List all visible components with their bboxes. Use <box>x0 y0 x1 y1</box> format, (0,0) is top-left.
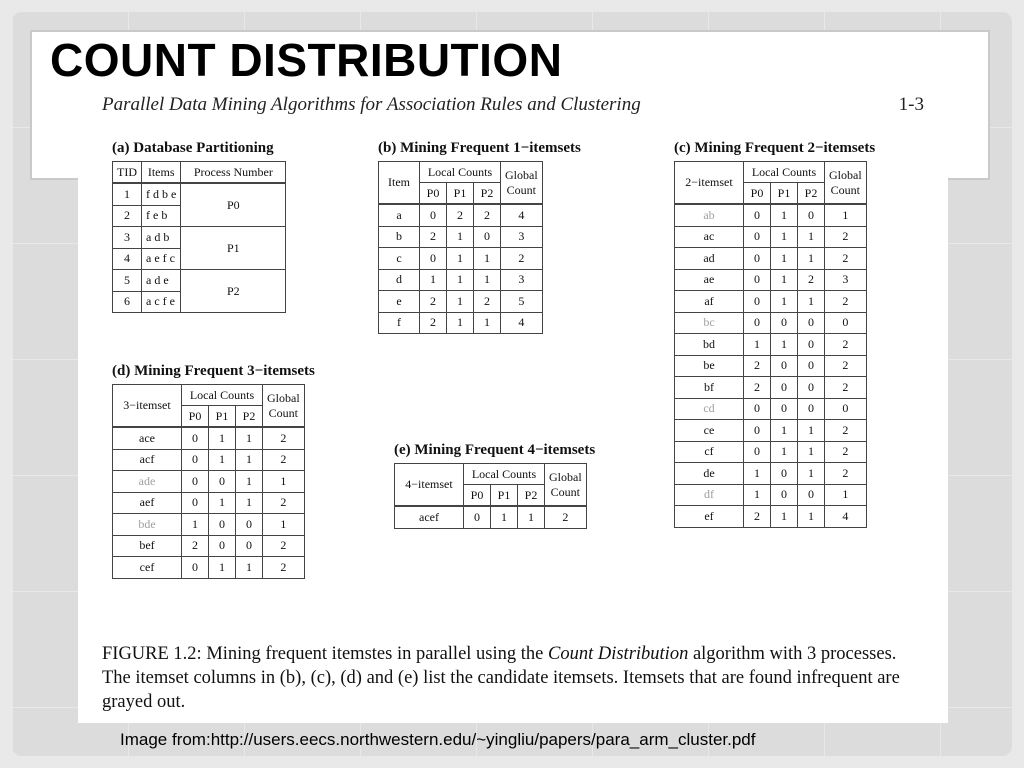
p0-header: P0 <box>744 183 771 205</box>
p0-count-cell: 1 <box>744 334 771 356</box>
p0-count-cell: 0 <box>744 441 771 463</box>
p1-count-cell: 1 <box>447 248 474 270</box>
table-row <box>675 334 867 356</box>
p0-count-cell: 1 <box>182 514 209 536</box>
global-count-cell: 2 <box>545 506 587 528</box>
slide-title: COUNT DISTRIBUTION <box>50 34 563 86</box>
p2-count-cell: 2 <box>474 291 501 313</box>
p0-count-cell: 0 <box>182 492 209 514</box>
panel-title: (e) Mining Frequent 4−itemsets <box>394 442 596 458</box>
items-cell: a e f c <box>142 248 181 270</box>
table-row <box>675 420 867 442</box>
table-row <box>379 291 543 313</box>
panel-title: (d) Mining Frequent 3−itemsets <box>112 363 315 379</box>
itemset-cell: de <box>675 463 744 485</box>
p0-count-cell: 0 <box>744 420 771 442</box>
p0-count-cell: 1 <box>744 484 771 506</box>
column-header: Process Number <box>181 162 286 184</box>
paper-figure <box>78 90 948 723</box>
itemset-cell: af <box>675 291 744 313</box>
global-count-cell: 2 <box>825 355 867 377</box>
p1-count-cell: 1 <box>771 204 798 226</box>
itemset-cell: bde <box>113 514 182 536</box>
p2-count-cell: 0 <box>798 355 825 377</box>
p2-count-cell: 2 <box>474 204 501 226</box>
p1-count-cell: 0 <box>209 514 236 536</box>
local-counts-header: Local Counts <box>744 162 825 183</box>
p0-count-cell: 0 <box>182 471 209 493</box>
table-row <box>113 270 286 292</box>
p2-count-cell: 1 <box>798 291 825 313</box>
panel-frequent-2-itemsets <box>674 140 875 528</box>
p0-count-cell: 2 <box>744 355 771 377</box>
p1-count-cell: 0 <box>771 463 798 485</box>
p0-count-cell: 2 <box>420 226 447 248</box>
p2-count-cell: 0 <box>798 312 825 334</box>
table-row <box>113 557 305 579</box>
itemset-cell: df <box>675 484 744 506</box>
global-count-cell: 2 <box>825 248 867 270</box>
table-row <box>113 471 305 493</box>
column-header: Items <box>142 162 181 184</box>
itemset-cell: cd <box>675 398 744 420</box>
table-row <box>113 427 305 449</box>
p1-count-cell: 1 <box>771 441 798 463</box>
caption-text: FIGURE 1.2: Mining frequent itemstes in parallel using the <box>102 644 548 664</box>
global-count-cell: 5 <box>501 291 543 313</box>
itemset-cell: e <box>379 291 420 313</box>
table-row <box>675 204 867 226</box>
table-row <box>675 441 867 463</box>
tid-cell: 4 <box>113 248 142 270</box>
key-header: 2−itemset <box>675 162 744 205</box>
itemset-cell: bc <box>675 312 744 334</box>
panel-frequent-3-itemsets <box>112 363 315 579</box>
p0-header: P0 <box>464 485 491 507</box>
global-count-cell: 1 <box>263 471 305 493</box>
items-cell: f d b e <box>142 183 181 205</box>
caption-emphasis: Count Distribution <box>548 644 689 664</box>
p1-header: P1 <box>771 183 798 205</box>
tid-cell: 2 <box>113 205 142 227</box>
items-cell: a d b <box>142 227 181 249</box>
itemset-cell: ce <box>675 420 744 442</box>
global-count-cell: 3 <box>825 269 867 291</box>
p2-count-cell: 1 <box>474 269 501 291</box>
p2-count-cell: 1 <box>798 420 825 442</box>
local-counts-header: Local Counts <box>420 162 501 183</box>
itemset-table <box>394 463 587 529</box>
p1-count-cell: 0 <box>771 484 798 506</box>
table-row <box>113 514 305 536</box>
table-row <box>675 248 867 270</box>
itemset-cell: be <box>675 355 744 377</box>
p1-count-cell: 1 <box>209 449 236 471</box>
p1-count-cell: 1 <box>771 269 798 291</box>
global-count-cell: 2 <box>825 441 867 463</box>
global-count-cell: 1 <box>825 204 867 226</box>
tid-cell: 6 <box>113 291 142 313</box>
table-row <box>675 355 867 377</box>
p2-count-cell: 2 <box>798 269 825 291</box>
table-row <box>675 291 867 313</box>
p1-header: P1 <box>209 406 236 428</box>
itemset-cell: f <box>379 312 420 334</box>
p1-count-cell: 0 <box>771 312 798 334</box>
global-count-cell: 2 <box>825 226 867 248</box>
p1-header: P1 <box>491 485 518 507</box>
itemset-cell: ab <box>675 204 744 226</box>
p1-count-cell: 1 <box>209 427 236 449</box>
table-row <box>113 183 286 205</box>
itemset-cell: acef <box>395 506 464 528</box>
itemset-cell: ace <box>113 427 182 449</box>
p2-count-cell: 0 <box>798 377 825 399</box>
global-count-cell: 4 <box>501 312 543 334</box>
table-row <box>675 226 867 248</box>
itemset-cell: c <box>379 248 420 270</box>
items-cell: f e b <box>142 205 181 227</box>
p0-header: P0 <box>182 406 209 428</box>
p0-count-cell: 0 <box>182 427 209 449</box>
process-cell: P0 <box>181 183 286 227</box>
p2-count-cell: 1 <box>798 226 825 248</box>
local-counts-header: Local Counts <box>464 464 545 485</box>
itemset-cell: b <box>379 226 420 248</box>
global-count-cell: 2 <box>825 334 867 356</box>
items-cell: a c f e <box>142 291 181 313</box>
p0-count-cell: 2 <box>182 535 209 557</box>
itemset-cell: cf <box>675 441 744 463</box>
panel-frequent-4-itemsets <box>394 442 595 529</box>
itemset-table <box>112 384 305 579</box>
p2-count-cell: 0 <box>474 226 501 248</box>
p1-count-cell: 0 <box>771 377 798 399</box>
p0-count-cell: 0 <box>744 248 771 270</box>
global-count-cell: 4 <box>501 204 543 226</box>
itemset-table <box>674 161 867 528</box>
p0-count-cell: 0 <box>420 248 447 270</box>
panel-title: (b) Mining Frequent 1−itemsets <box>378 140 581 156</box>
p0-count-cell: 0 <box>464 506 491 528</box>
p2-header: P2 <box>798 183 825 205</box>
global-count-cell: 2 <box>263 492 305 514</box>
p2-count-cell: 1 <box>474 312 501 334</box>
tid-cell: 3 <box>113 227 142 249</box>
table-row <box>113 492 305 514</box>
itemset-cell: d <box>379 269 420 291</box>
p1-count-cell: 1 <box>771 248 798 270</box>
table-row <box>113 449 305 471</box>
global-count-cell: 2 <box>825 291 867 313</box>
p1-count-cell: 2 <box>447 204 474 226</box>
p2-count-cell: 1 <box>236 557 263 579</box>
p1-header: P1 <box>447 183 474 205</box>
p0-count-cell: 0 <box>744 269 771 291</box>
p2-count-cell: 0 <box>798 334 825 356</box>
p2-header: P2 <box>474 183 501 205</box>
global-count-cell: 3 <box>501 226 543 248</box>
table-row <box>379 204 543 226</box>
itemset-cell: bf <box>675 377 744 399</box>
p1-count-cell: 1 <box>447 226 474 248</box>
process-cell: P2 <box>181 270 286 313</box>
p1-count-cell: 1 <box>209 557 236 579</box>
table-row <box>675 269 867 291</box>
itemset-cell: cef <box>113 557 182 579</box>
p2-count-cell: 0 <box>236 514 263 536</box>
table-row <box>395 506 587 528</box>
p2-count-cell: 1 <box>798 463 825 485</box>
table-row <box>675 312 867 334</box>
paper-header: Parallel Data Mining Algorithms for Association Rules and Clustering <box>102 94 641 115</box>
p0-count-cell: 2 <box>744 377 771 399</box>
global-count-cell: 0 <box>825 312 867 334</box>
p0-header: P0 <box>420 183 447 205</box>
p1-count-cell: 0 <box>209 471 236 493</box>
table-row <box>675 484 867 506</box>
itemset-cell: ae <box>675 269 744 291</box>
p0-count-cell: 0 <box>744 398 771 420</box>
table-row <box>379 248 543 270</box>
key-header: Item <box>379 162 420 205</box>
p1-count-cell: 1 <box>447 312 474 334</box>
itemset-cell: aef <box>113 492 182 514</box>
p1-count-cell: 1 <box>447 269 474 291</box>
global-count-header: Global Count <box>263 385 305 428</box>
local-counts-header: Local Counts <box>182 385 263 406</box>
panel-frequent-1-itemsets <box>378 140 581 334</box>
itemset-cell: bef <box>113 535 182 557</box>
p0-count-cell: 1 <box>420 269 447 291</box>
p1-count-cell: 0 <box>209 535 236 557</box>
process-cell: P1 <box>181 227 286 270</box>
global-count-cell: 2 <box>825 377 867 399</box>
table-row <box>675 398 867 420</box>
global-count-cell: 3 <box>501 269 543 291</box>
tid-cell: 1 <box>113 183 142 205</box>
p2-count-cell: 1 <box>798 441 825 463</box>
global-count-cell: 2 <box>263 557 305 579</box>
p1-count-cell: 1 <box>491 506 518 528</box>
p0-count-cell: 0 <box>744 204 771 226</box>
tid-cell: 5 <box>113 270 142 292</box>
global-count-cell: 2 <box>825 463 867 485</box>
p0-count-cell: 2 <box>420 312 447 334</box>
panel-title: (a) Database Partitioning <box>112 140 274 156</box>
partition-table <box>112 161 286 313</box>
table-row <box>113 227 286 249</box>
p0-count-cell: 2 <box>744 506 771 528</box>
p1-count-cell: 1 <box>771 226 798 248</box>
itemset-cell: bd <box>675 334 744 356</box>
global-count-cell: 2 <box>263 449 305 471</box>
source-attribution: Image from:http://users.eecs.northwestern.edu/~yingliu/papers/para_arm_cluster.pdf <box>120 730 756 749</box>
itemset-table <box>378 161 543 334</box>
p2-header: P2 <box>236 406 263 428</box>
p0-count-cell: 0 <box>744 312 771 334</box>
p0-count-cell: 0 <box>744 226 771 248</box>
global-count-cell: 2 <box>825 420 867 442</box>
global-count-header: Global Count <box>545 464 587 507</box>
p2-header: P2 <box>518 485 545 507</box>
items-cell: a d e <box>142 270 181 292</box>
p1-count-cell: 0 <box>771 398 798 420</box>
table-row <box>379 312 543 334</box>
panel-database-partitioning <box>112 140 286 313</box>
global-count-cell: 2 <box>263 427 305 449</box>
p0-count-cell: 1 <box>744 463 771 485</box>
itemset-cell: ef <box>675 506 744 528</box>
itemset-cell: acf <box>113 449 182 471</box>
p2-count-cell: 1 <box>798 506 825 528</box>
p2-count-cell: 1 <box>236 492 263 514</box>
table-row <box>379 269 543 291</box>
column-header: TID <box>113 162 142 184</box>
caption-text: algorithm with 3 processes. The itemset columns in (b), (c), (d) and (e) list the candidate itemsets. Itemsets that are found infrequent are grayed out. <box>102 644 900 712</box>
global-count-cell: 4 <box>825 506 867 528</box>
p2-count-cell: 1 <box>474 248 501 270</box>
itemset-cell: ad <box>675 248 744 270</box>
table-row <box>113 535 305 557</box>
p0-count-cell: 0 <box>182 557 209 579</box>
global-count-cell: 0 <box>825 398 867 420</box>
p1-count-cell: 1 <box>447 291 474 313</box>
p2-count-cell: 1 <box>236 449 263 471</box>
p2-count-cell: 0 <box>798 484 825 506</box>
paper-page-number: 1-3 <box>898 94 924 115</box>
figure-caption <box>102 642 928 714</box>
p1-count-cell: 1 <box>209 492 236 514</box>
global-count-cell: 1 <box>825 484 867 506</box>
itemset-cell: ac <box>675 226 744 248</box>
panel-title: (c) Mining Frequent 2−itemsets <box>674 140 876 156</box>
table-row <box>675 506 867 528</box>
p1-count-cell: 1 <box>771 291 798 313</box>
global-count-header: Global Count <box>501 162 543 205</box>
p0-count-cell: 0 <box>744 291 771 313</box>
p1-count-cell: 0 <box>771 355 798 377</box>
p2-count-cell: 1 <box>236 471 263 493</box>
p0-count-cell: 2 <box>420 291 447 313</box>
p1-count-cell: 1 <box>771 334 798 356</box>
p2-count-cell: 0 <box>236 535 263 557</box>
p1-count-cell: 1 <box>771 420 798 442</box>
p2-count-cell: 0 <box>798 204 825 226</box>
global-count-cell: 2 <box>263 535 305 557</box>
p1-count-cell: 1 <box>771 506 798 528</box>
p0-count-cell: 0 <box>182 449 209 471</box>
global-count-header: Global Count <box>825 162 867 205</box>
itemset-cell: a <box>379 204 420 226</box>
p0-count-cell: 0 <box>420 204 447 226</box>
table-row <box>675 463 867 485</box>
key-header: 4−itemset <box>395 464 464 507</box>
p2-count-cell: 1 <box>798 248 825 270</box>
p2-count-cell: 1 <box>236 427 263 449</box>
global-count-cell: 2 <box>501 248 543 270</box>
p2-count-cell: 0 <box>798 398 825 420</box>
table-row <box>379 226 543 248</box>
global-count-cell: 1 <box>263 514 305 536</box>
p2-count-cell: 1 <box>518 506 545 528</box>
itemset-cell: ade <box>113 471 182 493</box>
table-row <box>675 377 867 399</box>
key-header: 3−itemset <box>113 385 182 428</box>
